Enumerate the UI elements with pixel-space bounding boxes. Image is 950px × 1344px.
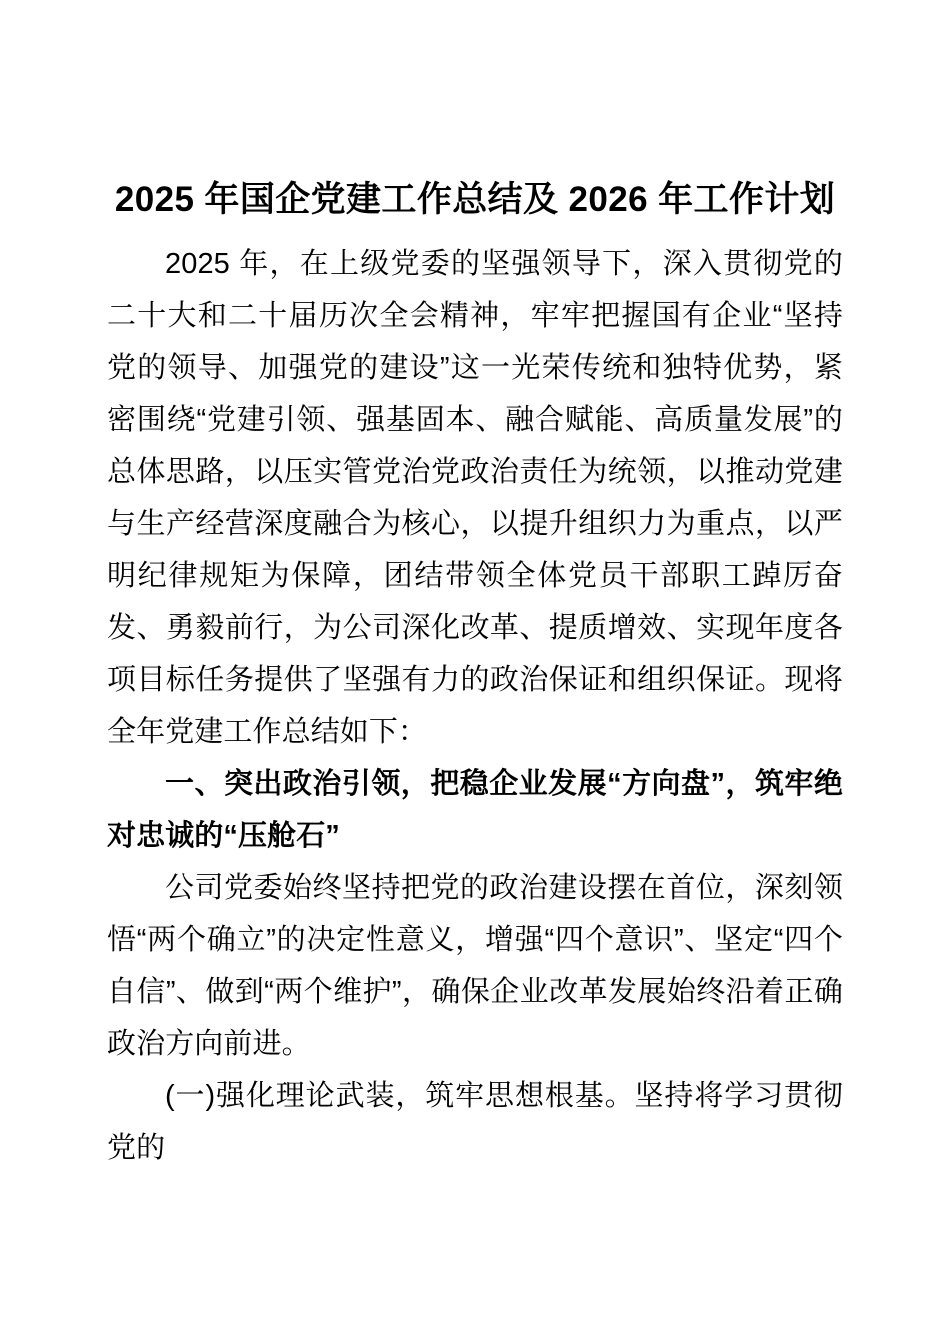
document-title: 2025 年国企党建工作总结及 2026 年工作计划 — [114, 180, 836, 219]
intro-paragraph: 2025 年，在上级党委的坚强领导下，深入贯彻党的二十大和二十届历次全会精神，牢牢把握国有企业“坚持党的领导、加强党的建设”这一光荣传统和独特优势，紧密围绕“党建引领、强基固本、融合赋能、高质量发展”的总体思路，以压实管党治党政治责任为统领，以推动党建与生产经营深度融合为核心，以提升组织力为重点，以严明纪律规矩为保障，团结带领全体党员干部职工踔厉奋发、勇毅前行，为公司深化改革、提质增效、实现年度各项目标任务提供了坚强有力的政治保证和组织保证。现将全年党建工作总结如下： — [107, 248, 843, 748]
section-heading-one: 一、突出政治引领，把稳企业发展“方向盘”，筑牢绝对忠诚的“压舱石” — [107, 768, 843, 852]
document-body — [107, 0, 843, 1174]
section-one-paragraph: 公司党委始终坚持把党的政治建设摆在首位，深刻领悟“两个确立”的决定性意义，增强“四个意识”、坚定“四个自信”、做到“两个维护”，确保企业改革发展始终沿着正确政治方向前进。 — [107, 872, 843, 1060]
subsection-one-paragraph: (一)强化理论武装，筑牢思想根基。坚持将学习贯彻党的 — [107, 1080, 843, 1164]
